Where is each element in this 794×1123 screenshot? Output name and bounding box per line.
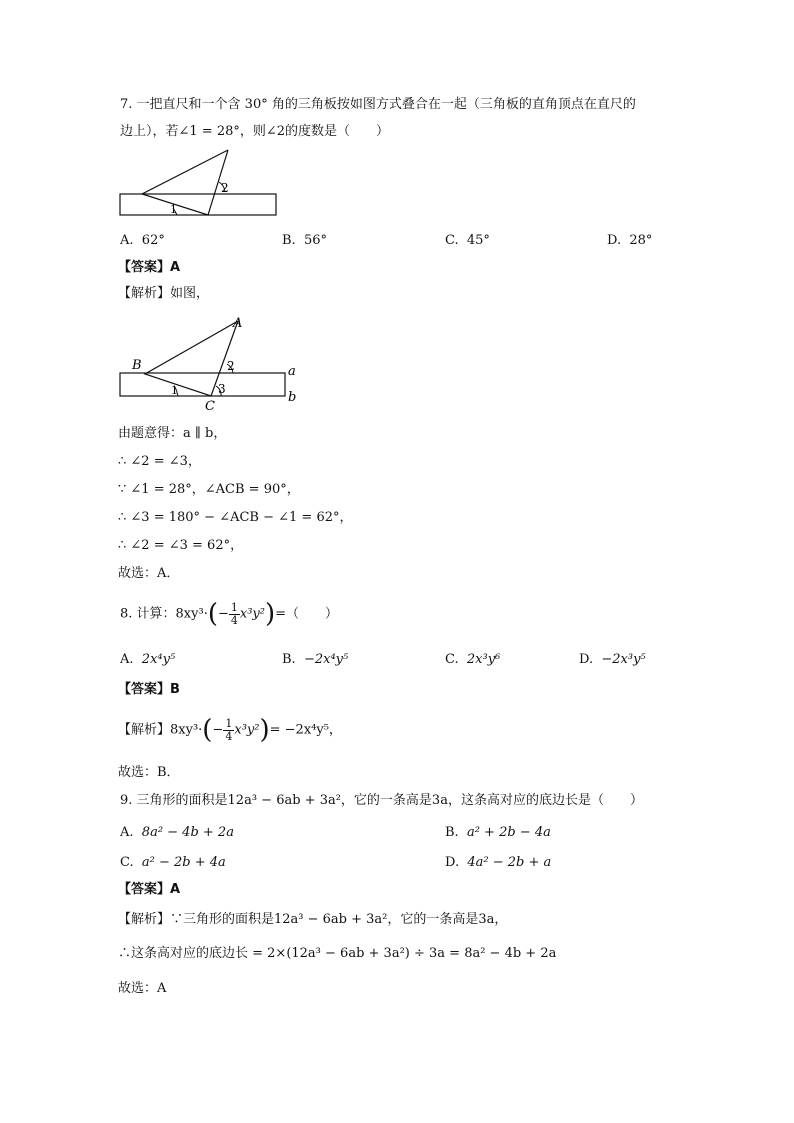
- q8-stem: 8. 计算：8xy³·(− $\frac{1}{4}$ x³y²)=（ ）: [120, 599, 339, 629]
- q8-option-b: B. −2x⁴y⁵: [282, 652, 349, 667]
- q9-stem: 9. 三角形的面积是12a³ − 6ab + 3a²，它的一条高是3a，这条高对应的底边长是（ ）: [120, 793, 643, 808]
- q9-option-a: A. 8a² − 4b + 2a: [120, 825, 234, 840]
- q7-option-a: A. 62°: [120, 233, 165, 248]
- q7-option-b: B. 56°: [282, 233, 327, 248]
- q7-stem-line1: 7. 一把直尺和一个含 30° 角的三角板按如图方式叠合在一起（三角板的直角顶点在直尺的: [120, 97, 636, 112]
- q8-option-a: A. 2x⁴y⁵: [120, 652, 176, 667]
- q7-fig2-label-1: 1: [171, 384, 178, 397]
- q9-choose: 故选：A: [118, 981, 167, 996]
- q7-fig2-label-C: C: [205, 399, 215, 414]
- q9-analysis-line2: ∴这条高对应的底边长 = 2×(12a³ − 6ab + 3a²) ÷ 3a = 8a² − 4b + 2a: [118, 946, 557, 961]
- q7-fig2-label-a: a: [288, 364, 296, 379]
- q8-fraction: $\frac{1}{4}$: [230, 600, 238, 627]
- q7-fig2-label-2: 2: [227, 359, 235, 373]
- q9-answer: 【答案】A: [118, 882, 181, 897]
- q7-step-3: ∵ ∠1 = 28°，∠ACB = 90°，: [118, 482, 300, 497]
- q9-analysis-line1: 【解析】∵三角形的面积是12a³ − 6ab + 3a²，它的一条高是3a，: [118, 912, 508, 927]
- q7-stem-line2: 边上），若∠1 = 28°，则∠2的度数是（ ）: [120, 124, 390, 139]
- q7-fig1-label-1: 1: [170, 203, 177, 216]
- q7-fig1-label-2: 2: [221, 181, 229, 195]
- q8-option-c: C. 2x³y⁶: [445, 652, 501, 667]
- q7-choose: 故选：A．: [118, 566, 180, 581]
- q7-fig2-label-3: 3: [218, 382, 226, 396]
- q9-option-d: D. 4a² − 2b + a: [445, 855, 552, 870]
- q8-analysis: 【解析】8xy³·(− $\frac{1}{4}$ x³y²)= −2x⁴y⁵，: [118, 715, 342, 745]
- q7-step-4: ∴ ∠3 = 180° − ∠ACB − ∠1 = 62°，: [118, 510, 353, 525]
- q7-fig2-label-A: A: [233, 316, 243, 331]
- q8-choose: 故选：B．: [118, 765, 180, 780]
- q7-step-5: ∴ ∠2 = ∠3 = 62°，: [118, 538, 244, 553]
- q9-option-c: C. a² − 2b + 4a: [120, 855, 226, 870]
- q9-option-b: B. a² + 2b − 4a: [445, 825, 551, 840]
- q7-fig2-label-b: b: [288, 390, 297, 405]
- q8-answer: 【答案】B: [118, 682, 180, 697]
- q7-analysis-head: 【解析】如图，: [118, 286, 210, 301]
- q7-option-d: D. 28°: [607, 233, 653, 248]
- q7-fig2-label-B: B: [132, 358, 142, 373]
- q7-figure-analysis: [115, 312, 305, 414]
- q7-option-c: C. 45°: [445, 233, 490, 248]
- q7-answer: 【答案】A: [118, 260, 181, 275]
- q7-figure-ruler-triangle: [115, 145, 285, 225]
- q7-step-1: 由题意得：a ∥ b，: [118, 426, 227, 441]
- q8-analysis-fraction: $\frac{1}{4}$: [225, 716, 233, 743]
- q8-option-d: D. −2x³y⁵: [579, 652, 646, 667]
- q7-step-2: ∴ ∠2 = ∠3，: [118, 454, 201, 469]
